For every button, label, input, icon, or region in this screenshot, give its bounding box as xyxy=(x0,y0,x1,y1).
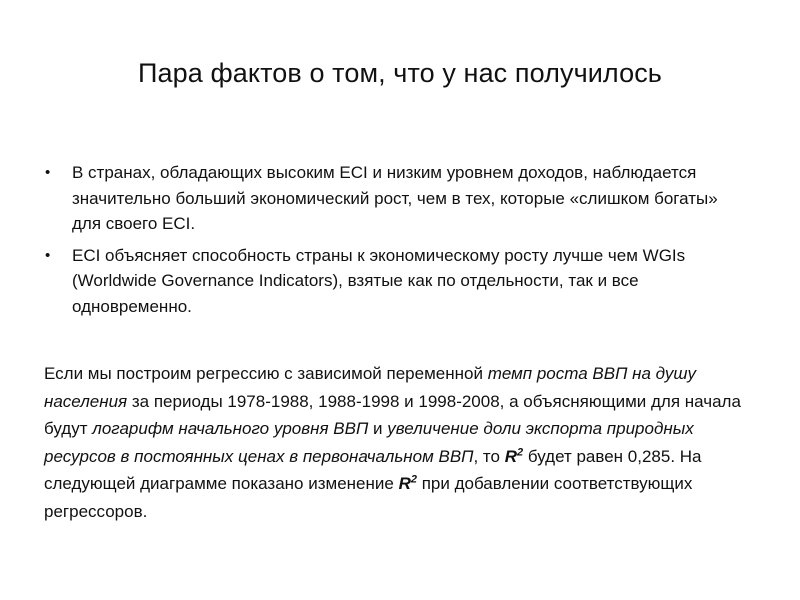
regressor-text: логарифм начального уровня ВВП xyxy=(92,419,369,438)
bullet-item xyxy=(44,243,749,320)
paragraph-text: , то xyxy=(473,446,505,466)
paragraph-text: и xyxy=(368,419,388,438)
paragraph-text: за периоды 1978-1988, 1988-1998 и 1998-2008, а объясняющими для начала будут xyxy=(44,391,741,438)
superscript-two: 2 xyxy=(517,445,524,458)
bullet-dot-icon: • xyxy=(45,246,51,264)
bullet-list xyxy=(44,160,749,325)
superscript-two: 2 xyxy=(410,473,417,486)
bullet-dot-icon: • xyxy=(45,164,51,181)
paragraph-text: Если мы построим регрессию с зависимой переменной xyxy=(44,364,488,383)
r-squared-symbol xyxy=(399,474,417,493)
regressor-text: увеличение доли экспорта природных ресурсов в постоянных ценах в первоначальном ВВП xyxy=(44,419,694,466)
r-letter: R xyxy=(504,446,517,466)
slide-title: Пара фактов о том, что у нас получилось xyxy=(138,58,662,88)
bullet-text: В странах, обладающих высоким ECI и низким уровнем доходов, наблюдается значительно больший экономический рост, чем в тех, которые «слишком богаты» для своего ECI. xyxy=(72,163,718,233)
body-paragraph xyxy=(44,360,749,525)
r-letter: R xyxy=(398,474,411,493)
paragraph-text: при добавлении соответствующих регрессоров. xyxy=(44,474,693,521)
bullet-text: ECI объясняет способность страны к экономическому росту лучше чем WGIs (Worldwide Governance Indicators), взятые как по отдельности, так и все одновременно. xyxy=(72,245,686,316)
paragraph-text: будет равен 0,285. На следующей диаграмме показано изменение xyxy=(44,446,702,493)
dependent-variable-text: темп роста ВВП на душу населения xyxy=(44,364,696,411)
r-squared-symbol xyxy=(505,447,523,466)
bullet-item xyxy=(44,160,749,237)
